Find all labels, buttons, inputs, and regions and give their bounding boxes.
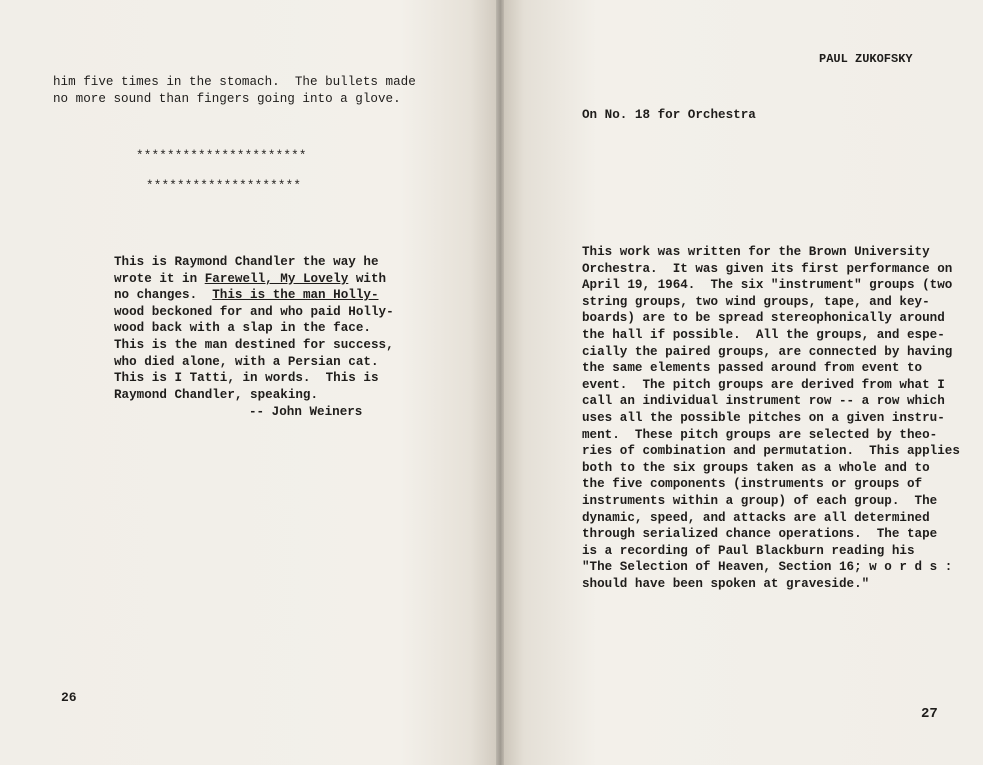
body-line: the five components (instruments or groups of	[582, 477, 923, 492]
quote-line: wood back with a slap in the face.	[114, 321, 371, 336]
body-line: call an individual instrument row -- a row which	[582, 394, 945, 409]
quote-text: no changes.	[114, 288, 213, 303]
article-body	[582, 244, 960, 592]
quote-line	[114, 287, 394, 304]
text-line: no more sound than fingers going into a glove.	[53, 91, 401, 106]
body-line: ment. These pitch groups are selected by theo-	[582, 427, 938, 442]
body-line: April 19, 1964. The six "instrument" groups (two	[582, 278, 953, 293]
quote-line: Raymond Chandler, speaking.	[114, 387, 319, 402]
body-line: the hall if possible. All the groups, and espe-	[582, 327, 945, 342]
body-line: event. The pitch groups are derived from what I	[582, 377, 945, 392]
body-line: instruments within a group) of each group. The	[582, 493, 938, 508]
body-line: boards) are to be spread stereophonically around	[582, 311, 945, 326]
body-line: the same elements passed around from event to	[582, 361, 923, 376]
body-line: uses all the possible pitches on a given instru-	[582, 410, 945, 425]
text-line: him five times in the stomach. The bullets made	[53, 75, 416, 89]
body-line: is a recording of Paul Blackburn reading his	[582, 543, 915, 558]
quote-line: This is I Tatti, in words. This is	[114, 371, 379, 386]
body-line: through serialized chance operations. The tape	[582, 527, 938, 542]
running-head: PAUL ZUKOFSKY	[819, 52, 913, 66]
underlined-text: This is the man Holly-	[212, 288, 379, 303]
quote-text: This is Raymond Chandler the way he	[114, 255, 379, 269]
body-line: This work was written for the Brown University	[582, 245, 930, 259]
quote-line	[114, 271, 394, 288]
body-line: ries of combination and permutation. This applies	[582, 444, 960, 459]
body-line: string groups, two wind groups, tape, and key-	[582, 294, 930, 309]
quote-line	[114, 254, 394, 271]
quote-attribution: -- John Weiners	[249, 405, 363, 419]
chandler-quote	[114, 254, 394, 403]
body-line: cially the paired groups, are connected by having	[582, 344, 953, 359]
quote-line: wood beckoned for and who paid Holly-	[114, 304, 394, 319]
quote-text: with	[348, 271, 387, 286]
left-top-text	[53, 74, 416, 107]
page-number-left: 26	[61, 690, 77, 705]
page-number-right: 27	[921, 706, 938, 722]
book-gutter	[496, 0, 504, 765]
right-page	[500, 0, 983, 765]
quote-text: wrote it in	[114, 271, 205, 286]
book-title: Farewell, My Lovely	[204, 271, 349, 286]
separator-stars-1: **********************	[136, 149, 307, 163]
body-line: should have been spoken at graveside."	[582, 576, 870, 591]
quote-line: who died alone, with a Persian cat.	[114, 354, 379, 369]
quote-line: This is the man destined for success,	[114, 337, 394, 352]
body-line: both to the six groups taken as a whole and to	[582, 460, 930, 475]
separator-stars-2: ********************	[146, 179, 302, 193]
article-title: On No. 18 for Orchestra	[582, 108, 756, 122]
body-line: dynamic, speed, and attacks are all determined	[582, 510, 930, 525]
body-line: Orchestra. It was given its first performance on	[582, 261, 953, 276]
body-line: "The Selection of Heaven, Section 16; w o r d s :	[582, 560, 953, 575]
